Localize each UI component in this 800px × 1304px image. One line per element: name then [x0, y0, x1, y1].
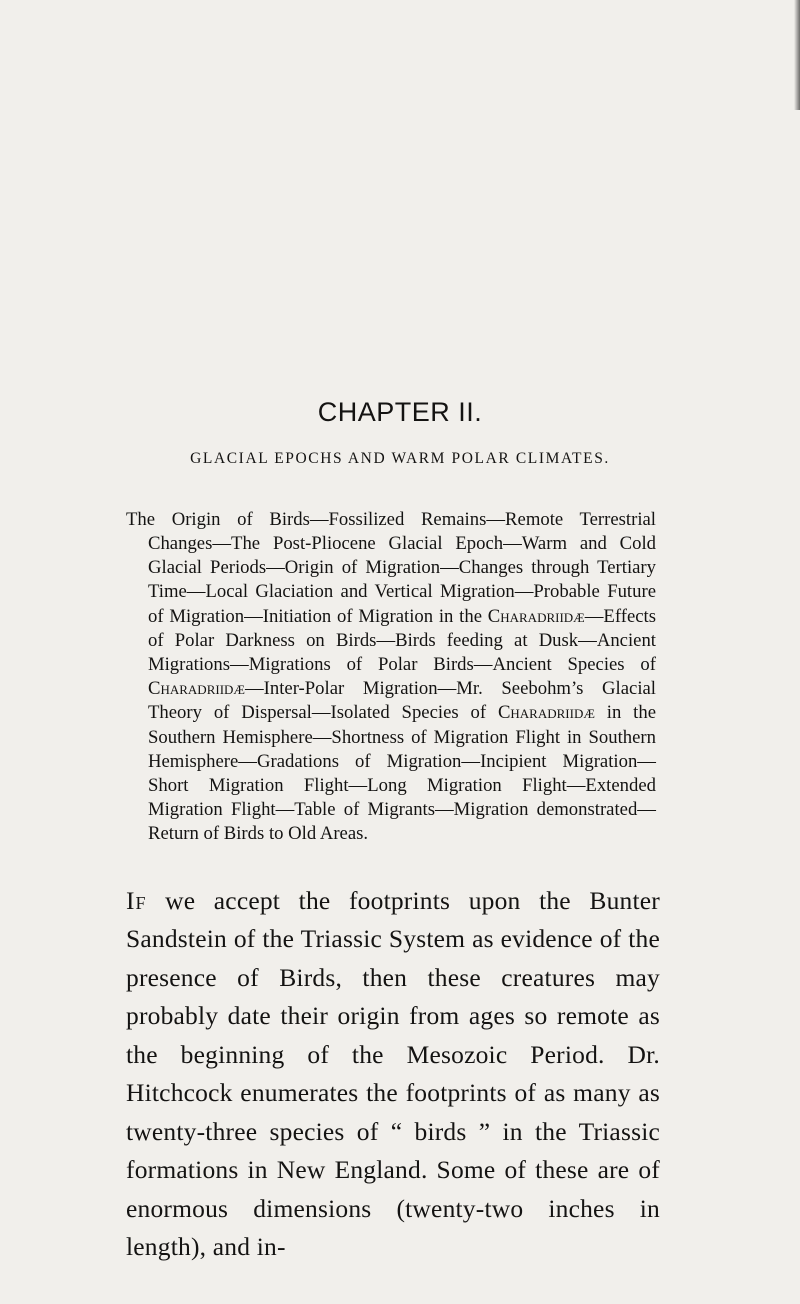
summary-text-4: in the Southern Hemisphere—Shortness of Migration Flight in Southern Hemisphere—Gradations of Migration—Incipient Migration—Short Migration Flight—Long Migration Flight—Extended Migration Flight—Table of Migrants—Migration demonstrated—Return of Birds to Old Areas. [148, 702, 656, 845]
body-paragraph [126, 882, 660, 1267]
chapter-heading: CHAPTER II. [317, 397, 483, 427]
summary-text-2: —Effects of Polar Darkness on Birds—Birds feeding at Dusk—Ancient Migrations—Migrations of Polar Birds—Ancient Species of [148, 605, 656, 675]
chapter-title: GLACIAL EPOCHS AND WARM POLAR CLIMATES. [190, 450, 610, 467]
page-edge-shadow [794, 0, 800, 110]
summary-term-charadriidae-3: Charadriidæ [497, 702, 595, 724]
body-paragraph-text: we accept the footprints upon the Bunter Sandstein of the Triassic System as evidence of the presence of Birds, then these creatures may probably date their origin from ages so remote as the beginning of the Mesozoic Period. Dr. Hitchcock enumerates the footprints of as many as twenty-three species of “ birds ” in the Triassic formations in New England. Some of these are of enormous dimensions (twenty-two inches in length), and in- [126, 885, 660, 1261]
summary-term-charadriidae-2: Charadriidæ [148, 678, 245, 700]
opening-word: If [126, 885, 147, 915]
chapter-summary [126, 508, 656, 847]
summary-text-1: The Origin of Birds—Fossilized Remains—Remote Terrestrial Changes—The Post-Pliocene Glacial Epoch—Warm and Cold Glacial Periods—Origin of Migration—Changes through Tertiary Time—Local Glaciation and Vertical Migration—Probable Future of Migration—Initiation of Migration in the [126, 508, 656, 627]
summary-text-3: —Inter-Polar Migration—Mr. Seebohm’s Glacial Theory of Dispersal—Isolated Species of [148, 678, 656, 724]
summary-term-charadriidae-1: Charadriidæ [487, 605, 585, 627]
